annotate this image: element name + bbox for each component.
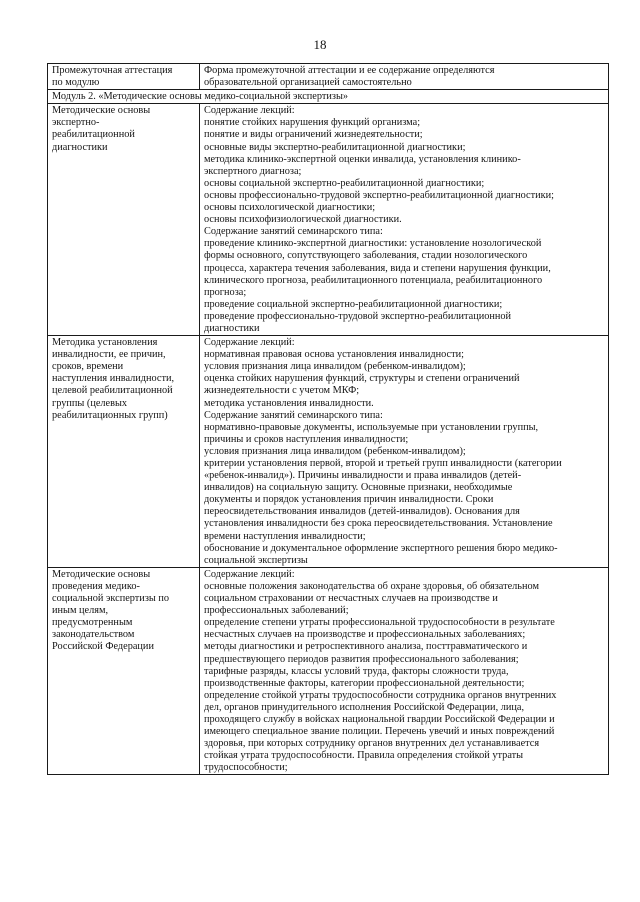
text-line: проходящего службу в войсках национальной гвардии Российской Федерации и <box>204 713 555 725</box>
text-line: Содержание занятий семинарского типа: <box>204 409 383 421</box>
topic-cell <box>48 104 200 336</box>
text-line: обоснование и документальное оформление экспертного решения бюро медико- <box>204 542 558 554</box>
text-line: основы профессионально-трудовой экспертно-реабилитационной диагностики; <box>204 189 554 201</box>
module-table <box>47 63 609 775</box>
text-line: Методические основы <box>52 568 151 580</box>
text-line: методика клинико-экспертной оценки инвалида, установления клинико- <box>204 153 521 165</box>
text-line: целевой реабилитационной <box>52 385 173 397</box>
text-line: Содержание лекций: <box>204 337 295 349</box>
text-line: основные положения законодательства об охране здоровья, об обязательном <box>204 580 539 592</box>
text-line: Содержание занятий семинарского типа: <box>204 226 383 238</box>
text-line: реабилитационной <box>52 129 135 141</box>
text-line: предусмотренным <box>52 617 133 629</box>
text-line: инвалидов) на социальную защиту. Основные признаки, необходимые <box>204 482 513 494</box>
text-line: Методика установления <box>52 337 158 349</box>
text-line: методы диагностики и ретроспективного анализа, посттравматического и <box>204 641 528 653</box>
topic-cell <box>48 567 200 775</box>
text-line: методика установления инвалидности. <box>204 397 374 409</box>
text-line: сроков, времени <box>52 361 124 373</box>
text-line: трудоспособности; <box>204 762 288 774</box>
text-line: определение стойкой утраты трудоспособности сотрудника органов внутренних <box>204 689 557 701</box>
text-line: документы и порядок установления причин инвалидности. Сроки <box>204 494 494 506</box>
text-line: диагностики <box>204 322 260 334</box>
text-line: Методические основы <box>52 105 151 117</box>
text-line: проведение социальной экспертно-реабилитационной диагностики; <box>204 298 503 310</box>
page-number: 18 <box>313 37 327 52</box>
text-line: Российской Федерации <box>52 641 154 653</box>
text-line: социальной экспертизы <box>204 554 308 566</box>
text-line: имеющего специальное звание полиции. Перечень увечий и иных повреждений <box>204 726 555 738</box>
text-line: образовательной организацией самостоятельно <box>204 77 412 89</box>
text-line: основы социальной экспертно-реабилитационной диагностики; <box>204 177 485 189</box>
text-line: предшествующего периодов развития профессионального заболевания; <box>204 653 519 665</box>
text-line: Промежуточная аттестация <box>52 65 173 76</box>
text-line: жизнедеятельности с учетом МКФ; <box>204 385 360 397</box>
text-line: нормативно-правовые документы, используемые при установлении группы, <box>204 421 539 433</box>
text-line: наступления инвалидности, <box>52 373 175 385</box>
text-line: дел, органов принудительного исполнения Российской Федерации, лица, <box>204 701 525 713</box>
text-line: Содержание лекций: <box>204 105 295 117</box>
text-line: по модулю <box>52 77 100 89</box>
text-line: экспертно- <box>52 117 100 129</box>
text-line: времени наступления инвалидности; <box>204 530 366 542</box>
topic-row <box>48 336 609 568</box>
content-cell <box>200 64 609 90</box>
text-line: условия признания лица инвалидом (ребенком-инвалидом); <box>204 445 466 457</box>
text-line: производственные факторы, категории профессиональной деятельности; <box>204 677 525 689</box>
topic-row <box>48 567 609 775</box>
text-line: экспертного диагноза; <box>204 165 302 177</box>
text-line: понятие и виды ограничений жизнедеятельности; <box>204 129 423 141</box>
text-line: установления инвалидности без срока переосвидетельствования. Установление <box>204 518 553 530</box>
intermediate-attestation-row <box>48 64 609 90</box>
text-line: социальной экспертизы по <box>52 593 170 605</box>
text-line: переосвидетельствования инвалидов (детей-инвалидов). Основания для <box>204 506 520 518</box>
text-line: стойкая утрата трудоспособности. Правила определения стойкой утраты <box>204 750 524 762</box>
content-cell <box>200 104 609 336</box>
text-line: формы основного, сопутствующего заболевания, стадии нозологического <box>204 250 528 262</box>
text-line: Форма промежуточной аттестации и ее содержание определяются <box>204 65 495 76</box>
text-line: законодательством <box>52 629 135 641</box>
text-line: диагностики <box>52 141 108 153</box>
text-line: инвалидности, ее причин, <box>52 349 166 361</box>
text-line: социальном страховании от несчастных случаев на производстве и <box>204 593 498 605</box>
text-line: нормативная правовая основа установления инвалидности; <box>204 349 464 361</box>
text-line: понятие стойких нарушения функций организма; <box>204 117 421 129</box>
text-line: иным целям, <box>52 605 109 617</box>
text-line: определение степени утраты профессиональной трудоспособности в результате <box>204 617 555 629</box>
text-line: реабилитационных групп) <box>52 409 168 421</box>
text-line: основы психологической диагностики; <box>204 202 376 214</box>
text-line: условия признания лица инвалидом (ребенком-инвалидом); <box>204 361 466 373</box>
text-line: профессиональных заболеваний; <box>204 605 349 617</box>
text-line: группы (целевых <box>52 397 128 409</box>
text-line: причины и сроков наступления инвалидности; <box>204 433 409 445</box>
text-line: основные виды экспертно-реабилитационной диагностики; <box>204 141 466 153</box>
text-line: «ребенок-инвалид»). Причины инвалидности и права инвалидов (детей- <box>204 470 522 482</box>
text-line: клинического прогноза, реабилитационного потенциала, реабилитационного <box>204 274 543 286</box>
text-line: Содержание лекций: <box>204 568 295 580</box>
text-line: тарифные разряды, классы условий труда, факторы сложности труда, <box>204 665 509 677</box>
module-title: Модуль 2. «Методические основы медико-социальной экспертизы» <box>48 90 609 104</box>
text-line: проведение клинико-экспертной диагностики: установление нозологической <box>204 238 542 250</box>
text-line: оценка стойких нарушения функций, структуры и степени ограничений <box>204 373 520 385</box>
content-cell <box>200 567 609 775</box>
text-line: проведения медико- <box>52 580 140 592</box>
text-line: проведение профессионально-трудовой экспертно-реабилитационной <box>204 310 512 322</box>
text-line: процесса, характера течения заболевания, вида и степени нарушения функции, <box>204 262 551 274</box>
text-line: здоровья, при которых сотруднику органов внутренних дел устанавливается <box>204 738 540 750</box>
topic-cell <box>48 336 200 568</box>
topic-cell <box>48 64 200 90</box>
content-cell <box>200 336 609 568</box>
text-line: несчастных случаев на производстве и профессиональных заболеваниях; <box>204 629 526 641</box>
text-line: прогноза; <box>204 286 247 298</box>
topic-row <box>48 104 609 336</box>
module-header-row <box>48 90 609 104</box>
text-line: основы психофизиологической диагностики. <box>204 214 402 226</box>
text-line: критерии установления первой, второй и третьей групп инвалидности (категории <box>204 458 562 469</box>
